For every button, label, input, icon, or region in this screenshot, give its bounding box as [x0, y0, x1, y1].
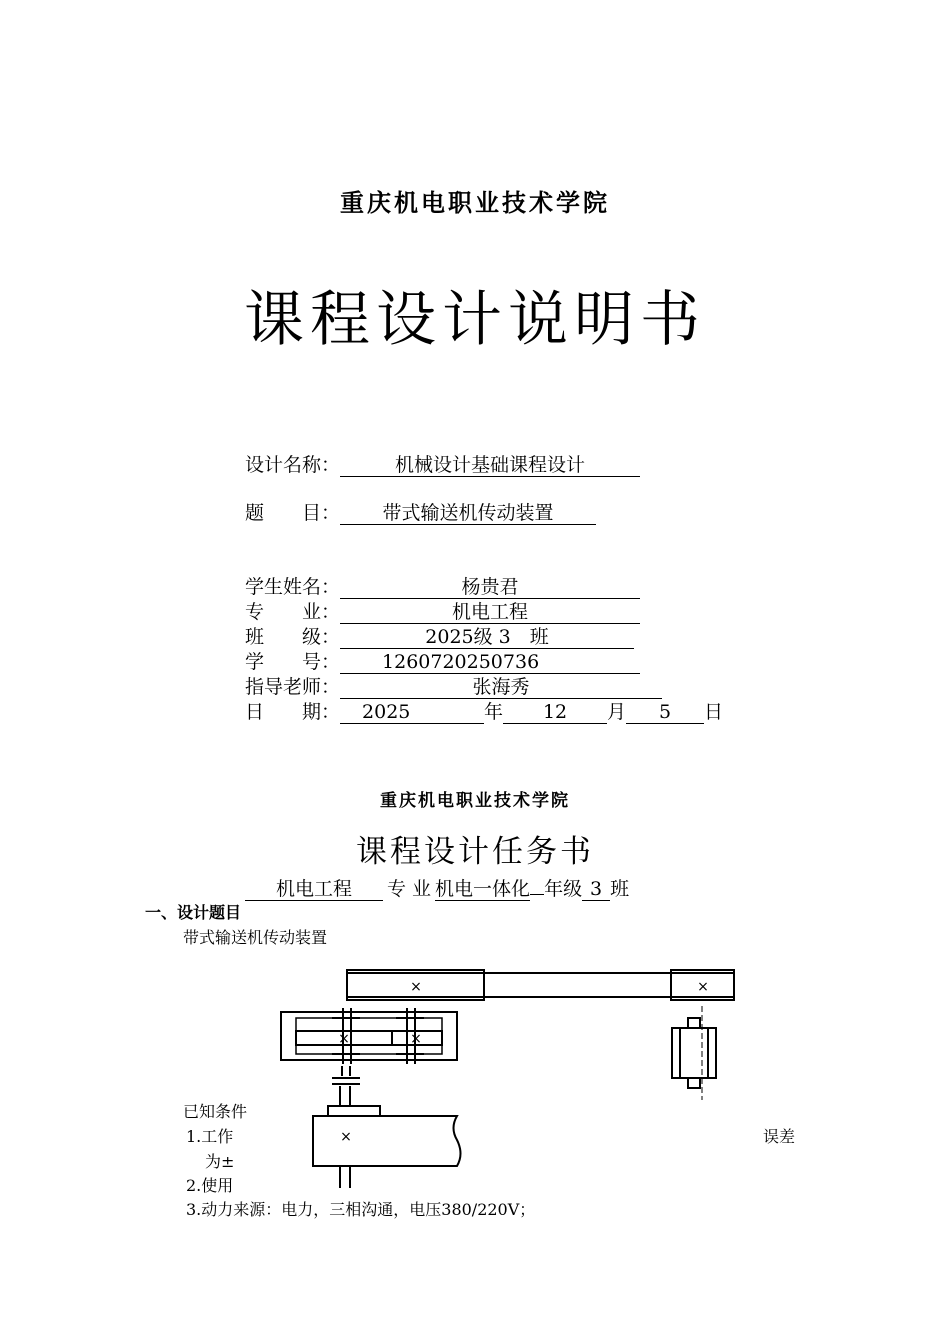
month-char: 月	[607, 701, 627, 723]
section-1-body: 带式输送机传动装置	[183, 928, 328, 947]
school-name-header: 重庆机电职业技术学院	[340, 189, 610, 217]
date-day: 5	[626, 701, 704, 724]
electric-motor	[313, 1106, 461, 1188]
item-2-start: 2.使用	[186, 1176, 234, 1195]
gearbox	[281, 1008, 457, 1064]
design-name-row	[245, 450, 640, 477]
coupling-drum	[672, 1006, 716, 1100]
student-id-value: 1260720250736	[382, 651, 540, 673]
topic-row	[245, 498, 596, 525]
major-blank	[530, 872, 544, 895]
design-name-label: 设计名称：	[245, 454, 341, 476]
task-school-name: 重庆机电职业技术学院	[380, 791, 570, 811]
topic-label: 题 目：	[245, 502, 341, 524]
student-value: 杨贵君	[340, 576, 640, 599]
class-value: 2025级 3 班	[340, 626, 634, 649]
task-title: 课程设计任务书	[356, 834, 594, 870]
date-year: 2025	[362, 701, 411, 723]
known-conditions: 已知条件	[183, 1102, 248, 1121]
day-char: 日	[704, 701, 724, 723]
dept-value: 机电工程	[245, 878, 383, 901]
class-info-line	[245, 872, 629, 901]
major-value: 机电工程	[340, 601, 640, 624]
date-month: 12	[503, 701, 607, 724]
class-suffix: 班	[610, 878, 630, 900]
belt-left-mark: ×	[410, 979, 422, 995]
item-3: 3.动力来源：电力，三相沟通，电压380/220V；	[186, 1200, 536, 1219]
date-row	[245, 697, 723, 724]
student-row	[245, 572, 640, 599]
student-id-row	[245, 647, 640, 674]
year-char: 年	[484, 701, 504, 723]
conveyor-belt	[347, 970, 734, 1000]
section-1-title: 一、设计题目	[145, 903, 242, 922]
advisor-row	[245, 672, 662, 699]
gear-left-mark: ×	[338, 1031, 350, 1047]
belt-right-mark: ×	[697, 979, 709, 995]
class-label: 班 级：	[245, 626, 341, 648]
date-label: 日 期：	[245, 701, 341, 723]
major-label-task: 专 业	[387, 878, 432, 900]
motor-mark: ×	[340, 1129, 352, 1145]
class-row	[245, 622, 634, 649]
item-1-end: 误差	[763, 1127, 796, 1146]
grade-label: 年级	[544, 878, 583, 900]
class-number: 3	[582, 878, 610, 901]
major-label: 专 业：	[245, 601, 341, 623]
transmission-diagram	[270, 960, 750, 1196]
student-id-label: 学 号：	[245, 651, 341, 673]
advisor-label: 指导老师：	[245, 676, 341, 698]
input-shaft	[332, 1066, 360, 1106]
design-name-value: 机械设计基础课程设计	[340, 454, 640, 477]
topic-value: 带式输送机传动装置	[340, 502, 596, 525]
document-title: 课程设计说明书	[244, 285, 706, 355]
major-row	[245, 597, 640, 624]
item-1-start: 1.工作	[186, 1127, 234, 1146]
major-value-task: 机电一体化	[435, 878, 531, 900]
date-year-underline	[340, 701, 484, 724]
item-1-line2: 为±	[205, 1152, 235, 1171]
student-label: 学生姓名：	[245, 576, 341, 598]
advisor-value: 张海秀	[340, 676, 662, 699]
student-id-underline	[340, 651, 640, 674]
gear-right-mark: ×	[410, 1031, 422, 1047]
